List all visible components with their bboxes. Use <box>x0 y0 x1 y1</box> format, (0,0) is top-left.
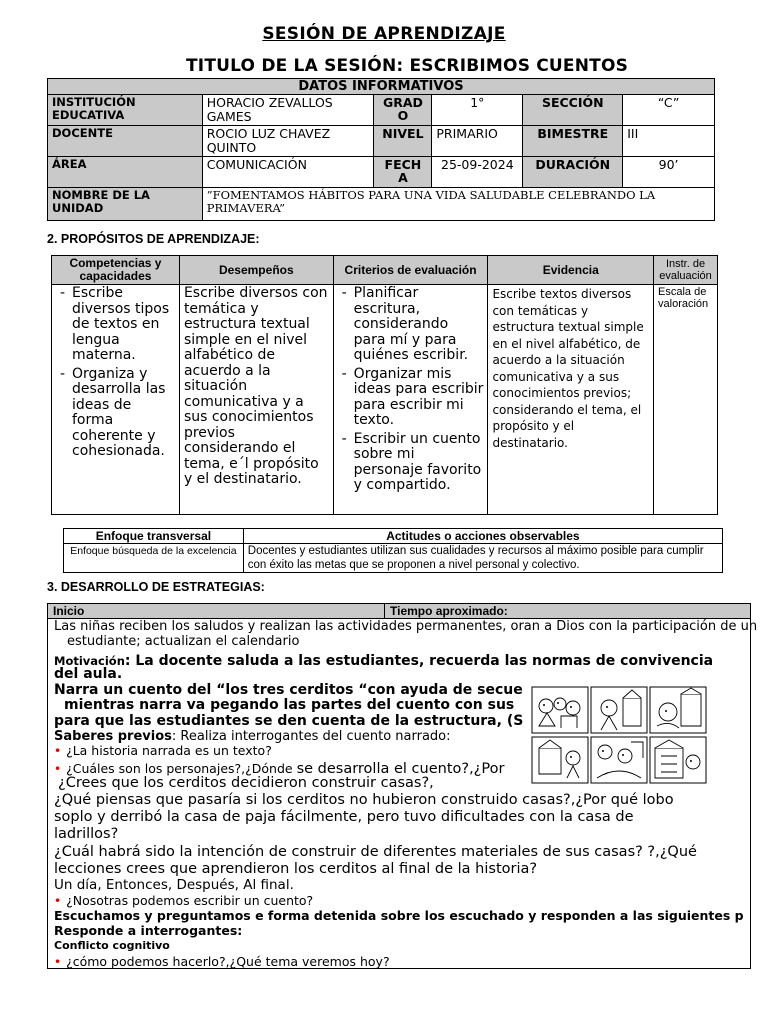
criterio-item: - Escribir un cuento sobre mi personaje favorito y compartido. <box>354 432 484 494</box>
motivacion-label: Motivación <box>54 654 125 668</box>
question-item <box>54 893 313 908</box>
escuchamos-line: Escuchamos y preguntamos e forma detenida sobre los escuchado y responden a las siguientes p <box>54 908 744 923</box>
area-value: COMUNICACIÓN <box>202 157 374 188</box>
evidencia-cell: Escribe textos diversos con temáticas y estructura textual simple en el nivel alfabético, de acuerdo a la situación comunicativa y a sus conocimientos previos; considerando el tema, el propósito y el destinatario. <box>488 285 654 515</box>
narra-line3: para que las estudiantes se den cuenta de la estructura, (S <box>54 713 524 729</box>
saberes-text: : Realiza interrogantes del cuento narrado: <box>171 729 451 744</box>
session-title: TITULO DE LA SESIÓN: ESCRIBIMOS CUENTOS <box>186 56 629 76</box>
seccion-value: “C” <box>623 95 715 126</box>
institucion-label: INSTITUCIÓN EDUCATIVA <box>48 95 203 126</box>
criterio-item: - Planificar escritura, considerando para mí y para quiénes escribir. <box>354 286 484 364</box>
seccion-label: SECCIÓN <box>523 95 623 126</box>
desarrollo-heading: 3. DESARROLLO DE ESTRATEGIAS: <box>47 580 265 594</box>
document-title: SESIÓN DE APRENDIZAJE <box>262 24 506 44</box>
nivel-value: PRIMARIO <box>432 126 523 157</box>
motivacion-line <box>54 650 713 669</box>
question-text: ¿Cuál habrá sido la intención de construir de diferentes materiales de sus casas? ?,¿Qué <box>54 844 697 860</box>
bullet-icon: • <box>54 894 62 908</box>
question-text: soplo y derribó la casa de paja fácilmente, pero tuvo dificultades con la casa de <box>54 809 634 825</box>
enfoque-table <box>63 528 723 573</box>
question-text: lecciones crees que aprendieron los cerditos al final de la historia? <box>54 861 538 877</box>
docente-label: DOCENTE <box>48 126 203 157</box>
question-item <box>54 743 272 758</box>
question-text-cont: se desarrolla el cuento?,¿Por <box>296 761 505 777</box>
area-label: ÁREA <box>48 157 203 188</box>
col-desempenos: Desempeños <box>179 256 333 285</box>
grado-value: 1° <box>432 95 523 126</box>
bullet-icon: • <box>54 744 62 758</box>
docente-value: ROCIO LUZ CHAVEZ QUINTO <box>202 126 374 157</box>
duracion-value: 90’ <box>623 157 715 188</box>
inicio-paragraph-line2: estudiante; actualizan el calendario <box>67 634 300 649</box>
saberes-line <box>54 729 451 744</box>
propositos-heading: 2. PROPÓSITOS DE APRENDIZAJE: <box>47 232 260 246</box>
instrumento-cell: Escala de valoración <box>654 285 718 515</box>
enfoque-col1: Enfoque transversal <box>64 529 244 544</box>
question-text: ¿cómo podemos hacerlo?,¿Qué tema veremos hoy? <box>66 954 390 969</box>
question-text: ¿La historia narrada es un texto? <box>66 743 272 758</box>
narra-line1: Narra un cuento del “los tres cerditos “con ayuda de secue <box>54 682 523 698</box>
fecha-value: 25-09-2024 <box>432 157 523 188</box>
bullet-icon: • <box>54 762 62 776</box>
motivacion-text-2: del aula. <box>54 666 123 682</box>
motivacion-text: : La docente saluda a las estudiantes, recuerda las normas de convivencia <box>124 653 714 669</box>
col-competencias: Competencias y capacidades <box>52 256 180 285</box>
conflicto-label: Conflicto cognitivo <box>54 939 170 952</box>
institucion-value: HORACIO ZEVALLOS GAMES <box>202 95 374 126</box>
three-little-pigs-illustration <box>531 686 707 784</box>
datos-heading: DATOS INFORMATIVOS <box>48 79 715 95</box>
question-text: ladrillos? <box>54 826 119 842</box>
criterio-item: - Organizar mis ideas para escribir para escribir mi texto. <box>354 367 484 429</box>
col-evidencia: Evidencia <box>488 256 654 285</box>
connectors-line: Un día, Entonces, Después, Al final. <box>54 877 294 893</box>
fecha-label: FECH A <box>374 157 432 188</box>
enfoque-col2: Actitudes o acciones observables <box>243 529 722 544</box>
bimestre-value: III <box>623 126 715 157</box>
competencias-cell <box>52 285 180 515</box>
propositos-table <box>51 255 718 515</box>
enfoque-accion: Docentes y estudiantes utilizan sus cualidades y recursos al máximo posible para cumplir con éxito las metas que se proponen a nivel personal y colectivo. <box>243 544 722 573</box>
criterios-cell <box>333 285 488 515</box>
nivel-label: NIVEL <box>374 126 432 157</box>
bullet-icon: • <box>54 955 62 969</box>
competencia-item: - Organiza y desarrolla las ideas de forma coherente y cohesionada. <box>72 367 175 460</box>
responde-line: Responde a interrogantes: <box>54 923 243 938</box>
enfoque-nombre: Enfoque búsqueda de la excelencia <box>64 544 244 573</box>
narra-line2: mientras narra va pegando las partes del cuento con sus <box>64 697 515 713</box>
competencia-item: - Escribe diversos tipos de textos en lengua materna. <box>72 286 175 364</box>
bimestre-label: BIMESTRE <box>523 126 623 157</box>
col-instrumento: Instr. de evaluación <box>654 256 718 285</box>
grado-label: GRAD O <box>374 95 432 126</box>
question-text: ¿Qué piensas que pasaría si los cerditos no hubieron construido casas?,¿Por qué lobo <box>54 792 674 808</box>
question-item <box>54 954 390 969</box>
question-text: ¿Cuáles son los personajes?,¿Dónde <box>66 761 297 776</box>
unidad-label: NOMBRE DE LA UNIDAD <box>48 188 203 221</box>
inicio-paragraph-line1: Las niñas reciben los saludos y realizan las actividades permanentes, oran a Dios con la participación de un <box>54 619 758 634</box>
question-text: ¿Nosotras podemos escribir un cuento? <box>66 893 314 908</box>
tiempo-label: Tiempo aproximado: <box>390 604 508 618</box>
col-criterios: Criterios de evaluación <box>333 256 488 285</box>
unidad-value: ”FOMENTAMOS HÁBITOS PARA UNA VIDA SALUDABLE CELEBRANDO LA PRIMAVERA” <box>202 188 714 221</box>
desarrollo-header-row <box>48 604 750 619</box>
desempenos-cell: Escribe diversos con temática y estructura textual simple en el nivel alfabético de acuerdo a la situación comunicativa y a sus conocimientos previos considerando el tema, e´l propósito y el destinatario. <box>179 285 333 515</box>
saberes-label: Saberes previos <box>54 729 172 744</box>
duracion-label: DURACIÓN <box>523 157 623 188</box>
inicio-label: Inicio <box>53 604 85 618</box>
question-text: ¿Crees que los cerditos decidieron construir casas?, <box>58 775 434 791</box>
datos-informativos-table <box>47 78 715 221</box>
